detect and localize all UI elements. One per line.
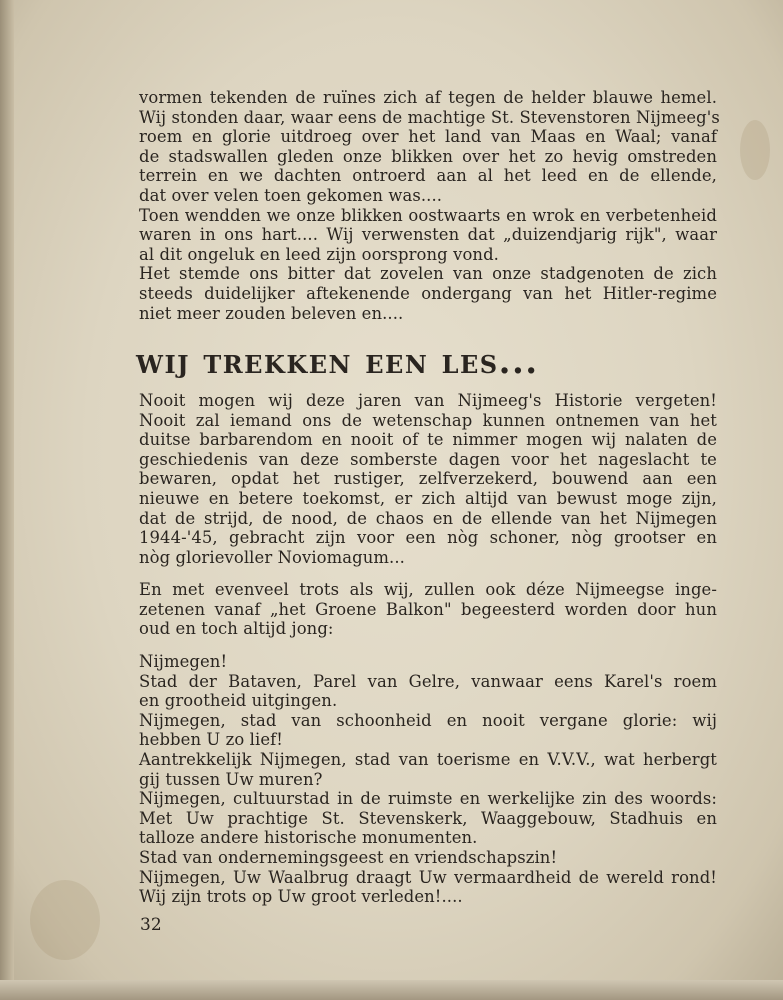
paragraph-2 xyxy=(139,580,717,639)
text-line: Wij stonden daar, waar eens de machtige St. Stevenstoren Nijmeeg's xyxy=(139,107,720,127)
text-line: Stad der Bataven, Parel van Gelre, vanwaar eens Karel's roem xyxy=(139,671,717,691)
text-line: Stad van ondernemingsgeest en vriendschapszin! xyxy=(139,847,558,867)
page-number: 32 xyxy=(140,915,162,935)
text-line: gij tussen Uw muren? xyxy=(139,769,323,789)
text-line: Nooit zal iemand ons de wetenschap kunnen ontnemen van het xyxy=(139,410,717,430)
text-line: geschiedenis van deze somberste dagen voor het nageslacht te xyxy=(139,449,717,469)
text-line: Nooit mogen wij deze jaren van Nijmeeg's Historie vergeten! xyxy=(139,391,717,410)
text-line: de stadswallen gleden onze blikken over het zo hevig omstreden xyxy=(139,146,717,166)
text-line: Wij zijn trots op Uw groot verleden!.... xyxy=(139,887,463,907)
text-line: nòg glorievoller Noviomagum... xyxy=(139,547,405,567)
paper-stain xyxy=(740,120,770,180)
text-line: Nijmegen, stad van schoonheid en nooit vergane glorie: wij xyxy=(139,710,717,730)
text-line: talloze andere historische monumenten. xyxy=(139,828,478,848)
text-line: oud en toch altijd jong: xyxy=(139,619,334,639)
text-line: Nijmegen, cultuurstad in de ruimste en werkelijke zin des woords: xyxy=(139,789,717,809)
text-line: Nijmegen, Uw Waalbrug draagt Uw vermaardheid de wereld rond! xyxy=(139,867,717,887)
text-line: al dit ongeluk en leed zijn oorsprong vond. xyxy=(139,244,499,264)
text-line: niet meer zouden beleven en.... xyxy=(139,303,404,323)
text-line: Nijmegen! xyxy=(139,652,228,671)
text-line: roem en glorie uitdroeg over het land van Maas en Waal; vanaf xyxy=(139,127,717,147)
text-line: en grootheid uitgingen. xyxy=(139,691,338,711)
paper-stain xyxy=(30,880,100,960)
text-line: dat de strijd, de nood, de chaos en de ellende van het Nijmegen xyxy=(139,508,717,528)
text-line: bewaren, opdat het rustiger, zelfverzekerd, bouwend aan een xyxy=(139,469,717,489)
text-line: steeds duidelijker aftekenende ondergang van het Hitler-regime xyxy=(139,283,717,303)
text-line: hebben U zo lief! xyxy=(139,730,283,750)
text-line: Toen wendden we onze blikken oostwaarts en wrok en verbetenheid xyxy=(139,205,717,225)
text-line: zetenen vanaf „het Groene Balkon" begeesterd worden door hun xyxy=(139,599,717,619)
text-line: dat over velen toen gekomen was.... xyxy=(139,185,443,205)
text-line: duitse barbarendom en nooit of te nimmer mogen wij nalaten de xyxy=(139,430,717,450)
paragraph-1 xyxy=(139,391,717,567)
text-line: En met evenveel trots als wij, zullen ook déze Nijmeegse inge- xyxy=(139,580,717,599)
paragraph-3 xyxy=(139,652,717,907)
text-line: terrein en we dachten ontroerd aan al het leed en de ellende, xyxy=(139,166,717,186)
text-line: Met Uw prachtige St. Stevenskerk, Waaggebouw, Stadhuis en xyxy=(139,808,717,828)
text-line: nieuwe en betere toekomst, er zich altijd van bewust moge zijn, xyxy=(139,488,717,508)
text-line: 1944-'45, gebracht zijn voor een nòg schoner, nòg grootser en xyxy=(139,528,717,548)
text-line: Aantrekkelijk Nijmegen, stad van toerisme en V.V.V., wat herbergt xyxy=(139,749,717,769)
section-heading: wij trekken een les... xyxy=(136,342,539,382)
intro-paragraph xyxy=(139,88,720,323)
text-line: Het stemde ons bitter dat zovelen van onze stadgenoten de zich xyxy=(139,264,717,284)
text-line: vormen tekenden de ruïnes zich af tegen de helder blauwe hemel. xyxy=(139,88,717,107)
text-line: waren in ons hart.... Wij verwensten dat „duizendjarig rijk", waar xyxy=(139,225,717,245)
